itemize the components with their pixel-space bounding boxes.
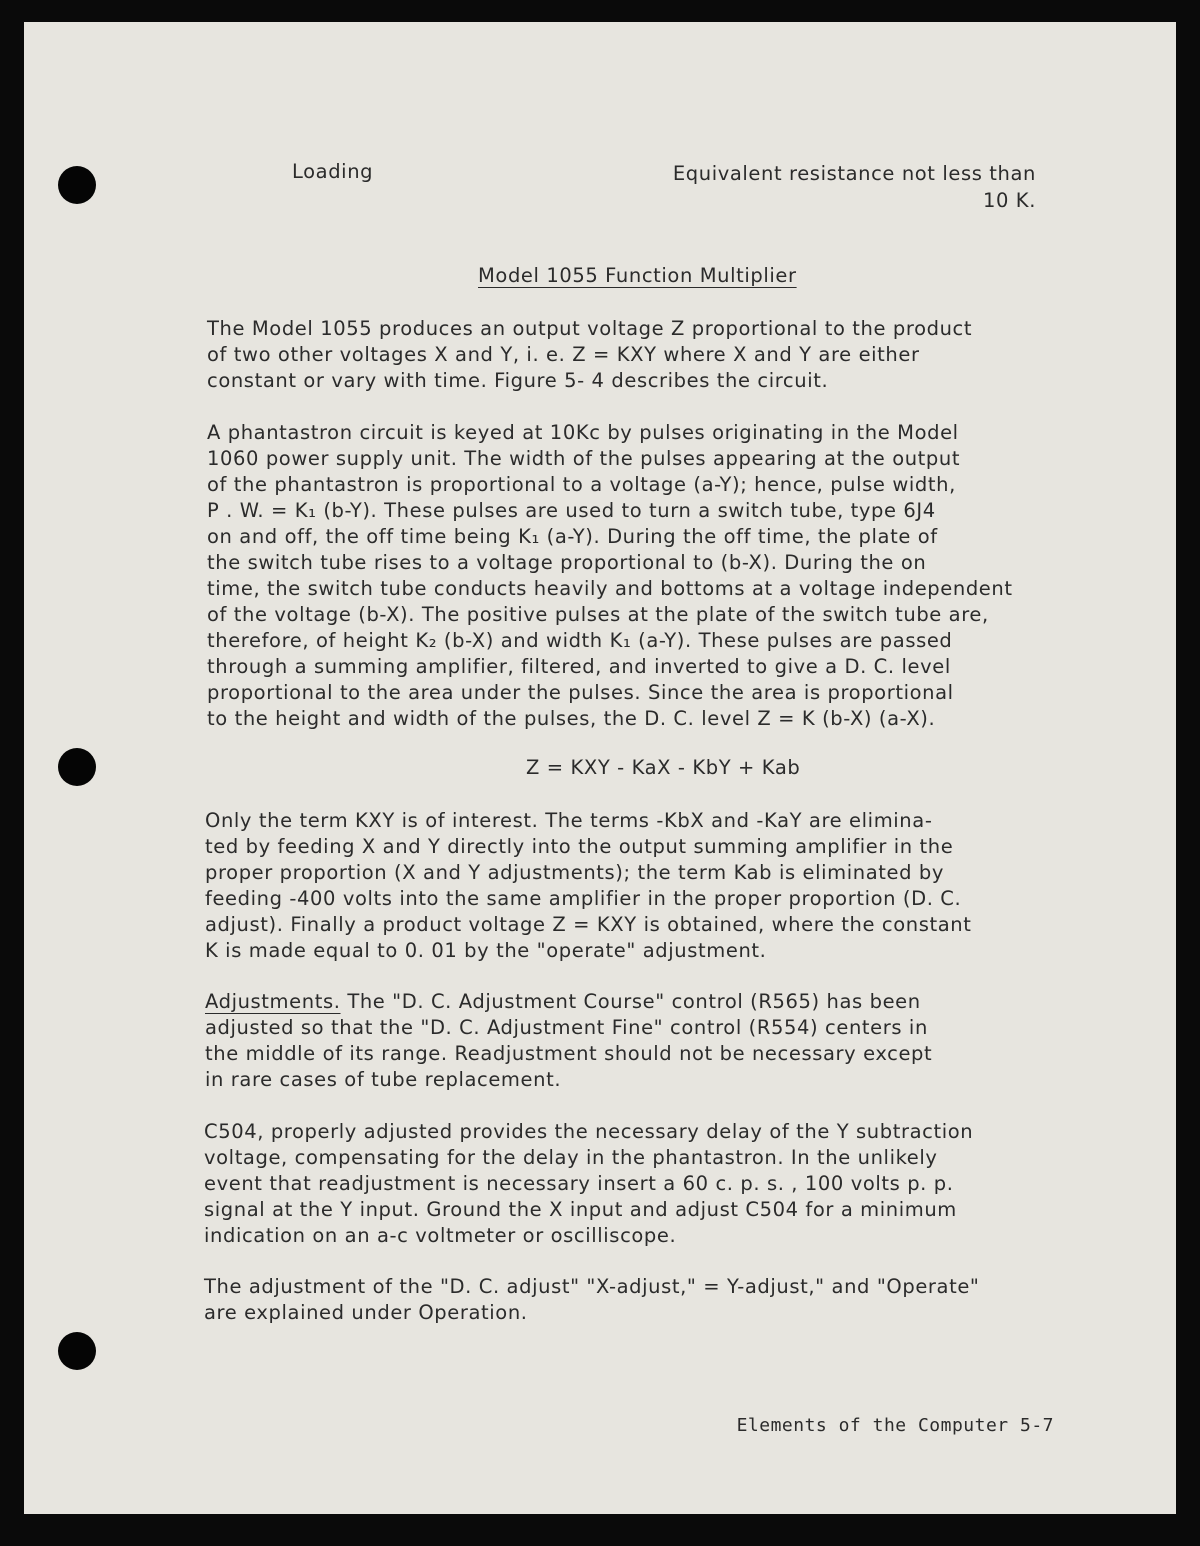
text-line: of two other voltages X and Y, i. e. Z = KXY where X and Y are either [207,343,920,366]
text-line: proportional to the area under the pulses. Since the area is proportional [207,681,954,704]
text-line: adjusted so that the "D. C. Adjustment Fine" control (R554) centers in [205,1016,928,1039]
text-line: Only the term KXY is of interest. The terms -KbX and -KaY are elimina- [205,809,933,832]
text-line: The adjustment of the "D. C. adjust" "X-adjust," = Y-adjust," and "Operate" [204,1275,980,1298]
text-line: The Model 1055 produces an output voltage Z proportional to the product [207,317,973,340]
text-line: event that readjustment is necessary insert a 60 c. p. s. , 100 volts p. p. [204,1172,954,1195]
loading-label: Loading [292,160,374,183]
equation: Z = KXY - KaX - KbY + Kab [526,756,801,779]
text-line: the middle of its range. Readjustment should not be necessary except [205,1042,933,1065]
text-line: 1060 power supply unit. The width of the pulses appearing at the output [207,447,961,470]
text-line: therefore, of height K₂ (b-X) and width K₁ (a-Y). These pulses are passed [207,629,953,652]
text-line: constant or vary with time. Figure 5- 4 describes the circuit. [207,369,829,392]
punch-hole [58,166,96,204]
text-line: voltage, compensating for the delay in the phantastron. In the unlikely [204,1146,938,1169]
text-line: feeding -400 volts into the same amplifier in the proper proportion (D. C. [205,887,962,910]
text-line: of the phantastron is proportional to a voltage (a-Y); hence, pulse width, [207,473,956,496]
text-line: through a summing amplifier, filtered, and inverted to give a D. C. level [207,655,951,678]
text-line: P . W. = K₁ (b-Y). These pulses are used to turn a switch tube, type 6J4 [207,499,936,522]
loading-spec-line2: 10 K. [983,189,1036,212]
text-line: K is made equal to 0. 01 by the "operate" adjustment. [205,939,767,962]
text-line: of the voltage (b-X). The positive pulses at the plate of the switch tube are, [207,603,989,626]
text-line: in rare cases of tube replacement. [205,1068,562,1091]
punch-hole [58,1332,96,1370]
text-line: A phantastron circuit is keyed at 10Kc by pulses originating in the Model [207,421,959,444]
text-line: ted by feeding X and Y directly into the output summing amplifier in the [205,835,954,858]
text-line: signal at the Y input. Ground the X input and adjust C504 for a minimum [204,1198,957,1221]
text-line: proper proportion (X and Y adjustments); the term Kab is eliminated by [205,861,945,884]
text-line: time, the switch tube conducts heavily and bottoms at a voltage independent [207,577,1013,600]
text-line: indication on an a-c voltmeter or oscilliscope. [204,1224,677,1247]
text-line: adjust). Finally a product voltage Z = KXY is obtained, where the constant [205,913,972,936]
section-title: Model 1055 Function Multiplier [478,264,797,287]
text-line: to the height and width of the pulses, the D. C. level Z = K (b-X) (a-X). [207,707,936,730]
text-line: the switch tube rises to a voltage proportional to (b-X). During the on [207,551,927,574]
loading-spec-line1: Equivalent resistance not less than [672,162,1036,185]
text-line: C504, properly adjusted provides the necessary delay of the Y subtraction [204,1120,974,1143]
punch-hole [58,748,96,786]
adjustments-heading: Adjustments. [205,990,341,1013]
text-line [205,990,921,1013]
document-page [24,22,1176,1514]
text-line: are explained under Operation. [204,1301,528,1324]
text-line: on and off, the off time being K₁ (a-Y). During the off time, the plate of [207,525,938,548]
page-footer: Elements of the Computer 5-7 [736,1415,1054,1436]
adjustments-line-rest: The "D. C. Adjustment Course" control (R565) has been [340,990,921,1013]
